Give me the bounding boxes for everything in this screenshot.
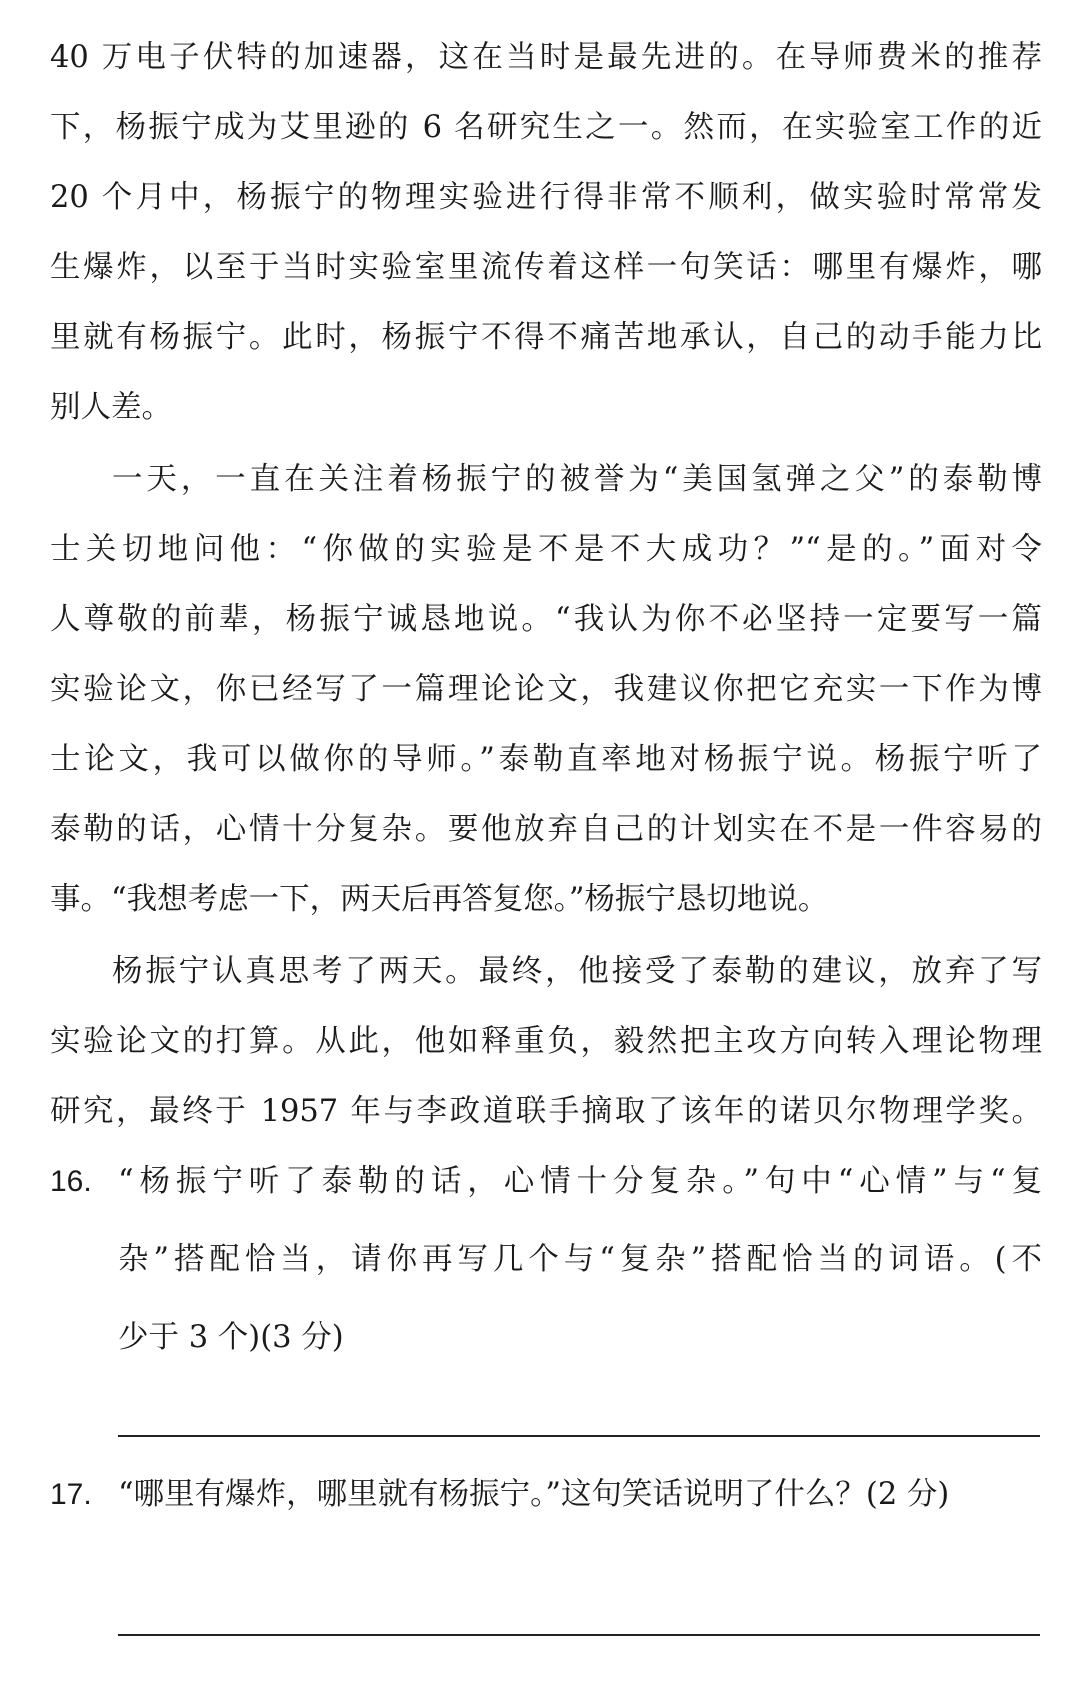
text-line: 事。“我想考虑一下，两天后再答复您。”杨振宁恳切地说。: [50, 882, 829, 917]
text-line: 杨振宁认真思考了两天。最终，他接受了泰勒的建议，放弃了写: [112, 954, 1042, 989]
question-number: 16.: [50, 1165, 92, 1198]
text-line: 下，杨振宁成为艾里逊的 6 名研究生之一。然而，在实验室工作的近: [50, 110, 1042, 145]
text-line: 研究，最终于 1957 年与李政道联手摘取了该年的诺贝尔物理学奖。: [50, 1094, 1042, 1129]
question-text-line: “杨振宁听了泰勒的话，心情十分复杂。”句中“心情”与“复: [118, 1164, 1042, 1199]
text-line: 士论文，我可以做你的导师。”泰勒直率地对杨振宁说。杨振宁听了: [50, 742, 1042, 777]
text-line: 人尊敬的前辈，杨振宁诚恳地说。“我认为你不必坚持一定要写一篇: [50, 602, 1042, 637]
text-line: 士关切地问他：“你做的实验是不是不大成功？”“是的。”面对令: [50, 532, 1042, 567]
text-line: 里就有杨振宁。此时，杨振宁不得不痛苦地承认，自己的动手能力比: [50, 320, 1042, 355]
answer-blank-line[interactable]: [118, 1634, 1040, 1636]
text-line: 20 个月中，杨振宁的物理实验进行得非常不顺利，做实验时常常发: [50, 180, 1042, 215]
text-line: 泰勒的话，心情十分复杂。要他放弃自己的计划实在不是一件容易的: [50, 812, 1042, 847]
question-text-line: “哪里有爆炸，哪里就有杨振宁。”这句笑话说明了什么？(2 分): [118, 1477, 950, 1512]
text-line: 别人差。: [50, 390, 172, 425]
text-line: 40 万电子伏特的加速器，这在当时是最先进的。在导师费米的推荐: [50, 40, 1042, 75]
question-text-line: 杂”搭配恰当，请你再写几个与“复杂”搭配恰当的词语。(不: [118, 1242, 1042, 1277]
text-line: 生爆炸，以至于当时实验室里流传着这样一句笑话：哪里有爆炸，哪: [50, 250, 1042, 285]
question-number: 17.: [50, 1478, 92, 1511]
answer-blank-line[interactable]: [118, 1435, 1040, 1437]
text-line: 一天，一直在关注着杨振宁的被誉为“美国氢弹之父”的泰勒博: [112, 462, 1042, 497]
text-line: 实验论文，你已经写了一篇理论论文，我建议你把它充实一下作为博: [50, 672, 1042, 707]
question-text-line: 少于 3 个)(3 分): [118, 1320, 344, 1355]
text-line: 实验论文的打算。从此，他如释重负，毅然把主攻方向转入理论物理: [50, 1024, 1042, 1059]
